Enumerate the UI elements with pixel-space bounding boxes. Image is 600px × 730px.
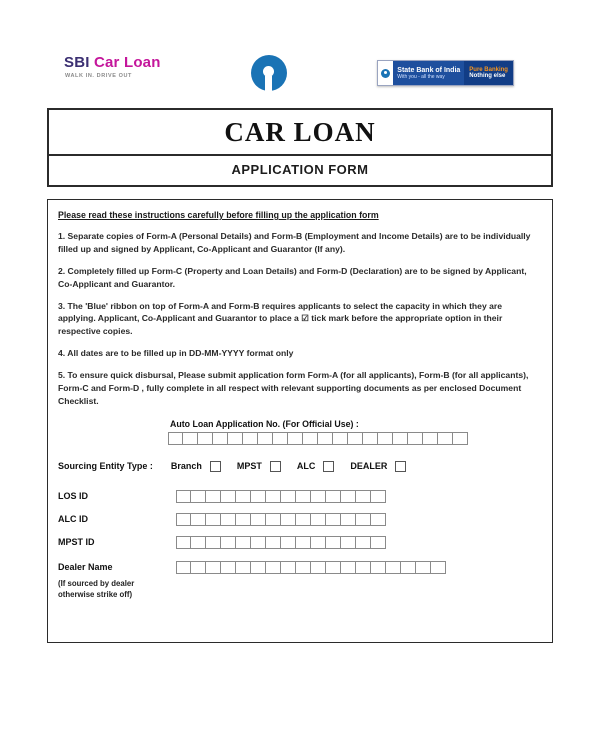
char-cell[interactable] xyxy=(318,432,333,445)
dealer-name-note xyxy=(58,578,188,601)
char-cell[interactable] xyxy=(371,536,386,549)
dealer-name-grid xyxy=(176,561,446,574)
char-cell[interactable] xyxy=(243,432,258,445)
char-cell[interactable] xyxy=(206,561,221,574)
sbi-car-loan-brand xyxy=(64,54,161,79)
char-cell[interactable] xyxy=(228,432,243,445)
char-cell[interactable] xyxy=(206,513,221,526)
banner-slogan-line1: Pure Banking xyxy=(469,67,508,73)
banner-logo-strip xyxy=(378,61,393,85)
char-cell[interactable] xyxy=(183,432,198,445)
banner-bank-block xyxy=(393,61,464,85)
sourcing-entity-row xyxy=(58,461,542,472)
mpst-id-label: MPST ID xyxy=(58,537,95,548)
char-cell[interactable] xyxy=(341,561,356,574)
char-cell[interactable] xyxy=(296,561,311,574)
char-cell[interactable] xyxy=(198,432,213,445)
char-cell[interactable] xyxy=(236,490,251,503)
char-cell[interactable] xyxy=(333,432,348,445)
char-cell[interactable] xyxy=(423,432,438,445)
char-cell[interactable] xyxy=(356,561,371,574)
brand-tagline: WALK IN. DRIVE OUT xyxy=(65,73,133,79)
char-cell[interactable] xyxy=(281,536,296,549)
char-cell[interactable] xyxy=(176,561,191,574)
char-cell[interactable] xyxy=(363,432,378,445)
char-cell[interactable] xyxy=(453,432,468,445)
banner-sbi-mini-icon xyxy=(381,69,390,78)
dealer-checkbox[interactable] xyxy=(395,461,406,472)
char-cell[interactable] xyxy=(213,432,228,445)
char-cell[interactable] xyxy=(221,561,236,574)
alc-id-row xyxy=(58,513,542,526)
char-cell[interactable] xyxy=(176,513,191,526)
sourcing-option-dealer xyxy=(350,461,406,472)
alc-id-label: ALC ID xyxy=(58,514,88,525)
char-cell[interactable] xyxy=(341,513,356,526)
char-cell[interactable] xyxy=(281,490,296,503)
char-cell[interactable] xyxy=(438,432,453,445)
char-cell[interactable] xyxy=(296,536,311,549)
char-cell[interactable] xyxy=(371,490,386,503)
sbi-logo-slit xyxy=(265,76,272,91)
branch-checkbox[interactable] xyxy=(210,461,221,472)
char-cell[interactable] xyxy=(371,561,386,574)
char-cell[interactable] xyxy=(356,513,371,526)
sourcing-entity-label: Sourcing Entity Type : xyxy=(58,461,153,472)
alc-option-label: ALC xyxy=(296,461,316,472)
branch-option-label: Branch xyxy=(170,461,202,472)
title-box xyxy=(47,108,553,187)
char-cell[interactable] xyxy=(296,513,311,526)
char-cell[interactable] xyxy=(236,561,251,574)
char-cell[interactable] xyxy=(393,432,408,445)
mpst-checkbox[interactable] xyxy=(270,461,281,472)
char-cell[interactable] xyxy=(251,490,266,503)
char-cell[interactable] xyxy=(311,536,326,549)
char-cell[interactable] xyxy=(266,490,281,503)
char-cell[interactable] xyxy=(206,490,221,503)
char-cell[interactable] xyxy=(341,536,356,549)
mpst-id-grid xyxy=(176,536,386,549)
char-cell[interactable] xyxy=(371,513,386,526)
dealer-name-row xyxy=(58,561,542,574)
char-cell[interactable] xyxy=(311,513,326,526)
char-cell[interactable] xyxy=(401,561,416,574)
char-cell[interactable] xyxy=(303,432,318,445)
char-cell[interactable] xyxy=(296,490,311,503)
banner-bank-name: State Bank of India xyxy=(397,66,461,74)
instruction-item-1: 1. Separate copies of Form-A (Personal Details) and Form-B (Employment and Income Details) are to be individually filled up and signed by Applicant, Co-Applicant and Guarantor (If any). xyxy=(58,231,531,254)
dealer-note-line2: otherwise strike off) xyxy=(58,590,133,600)
los-id-label: LOS ID xyxy=(58,491,89,502)
char-cell[interactable] xyxy=(176,490,191,503)
char-cell[interactable] xyxy=(311,490,326,503)
bank-banner xyxy=(377,60,514,86)
char-cell[interactable] xyxy=(221,490,236,503)
char-cell[interactable] xyxy=(221,513,236,526)
char-cell[interactable] xyxy=(386,561,401,574)
sbi-logo-icon xyxy=(251,55,287,91)
brand-title xyxy=(64,54,161,71)
banner-slogan-line2: Nothing else xyxy=(469,73,506,79)
char-cell[interactable] xyxy=(288,432,303,445)
char-cell[interactable] xyxy=(251,513,266,526)
char-cell[interactable] xyxy=(251,561,266,574)
brand-title-car-loan: Car Loan xyxy=(89,54,161,71)
char-cell[interactable] xyxy=(266,513,281,526)
char-cell[interactable] xyxy=(326,490,341,503)
char-cell[interactable] xyxy=(236,513,251,526)
dealer-note-line1: (If sourced by dealer xyxy=(58,578,135,588)
page-header xyxy=(0,0,600,91)
instruction-item-3: 3. The 'Blue' ribbon on top of Form-A and Form-B requires applicants to select the capacity in which they are applying. Applicant, Co-Applicant and Guarantor to place a ☑ tick mark before the appropriate option in their respective copies. xyxy=(58,300,503,337)
alc-checkbox[interactable] xyxy=(323,461,334,472)
char-cell[interactable] xyxy=(191,536,206,549)
dealer-name-label: Dealer Name xyxy=(58,562,113,573)
char-cell[interactable] xyxy=(191,561,206,574)
char-cell[interactable] xyxy=(251,536,266,549)
instructions-box xyxy=(47,199,553,643)
brand-title-sbi: SBI xyxy=(64,54,90,71)
char-cell[interactable] xyxy=(206,536,221,549)
char-cell[interactable] xyxy=(191,513,206,526)
char-cell[interactable] xyxy=(326,513,341,526)
banner-bank-tagline: With you - all the way xyxy=(397,73,445,80)
char-cell[interactable] xyxy=(281,513,296,526)
instruction-item-4: 4. All dates are to be filled up in DD-MM-YYYY format only xyxy=(58,348,294,359)
char-cell[interactable] xyxy=(378,432,393,445)
char-cell[interactable] xyxy=(221,536,236,549)
dealer-option-label: DEALER xyxy=(350,461,388,472)
char-cell[interactable] xyxy=(348,432,363,445)
char-cell[interactable] xyxy=(266,536,281,549)
char-cell[interactable] xyxy=(326,536,341,549)
char-cell[interactable] xyxy=(431,561,446,574)
sourcing-option-alc xyxy=(297,461,335,472)
los-id-grid xyxy=(176,490,386,503)
form-subtitle: APPLICATION FORM xyxy=(231,162,369,177)
instructions-heading: Please read these instructions carefully before filling up the application form xyxy=(58,210,379,220)
char-cell[interactable] xyxy=(168,432,183,445)
char-cell[interactable] xyxy=(176,536,191,549)
char-cell[interactable] xyxy=(326,561,341,574)
char-cell[interactable] xyxy=(273,432,288,445)
instruction-item-2: 2. Completely filled up Form-C (Property and Loan Details) and Form-D (Declaration) are to be signed by Applicant, Co-Applicant and Guarantor. xyxy=(58,265,527,289)
instruction-item-5: 5. To ensure quick disbursal, Please submit application form Form-A (for all applicants), Form-B (for all applicants), Form-C and Form-D , fully complete in all respect with relevant supporting documents as per enclosed Document Checklist. xyxy=(58,370,529,406)
char-cell[interactable] xyxy=(356,490,371,503)
app-no-grid xyxy=(168,432,542,445)
sourcing-option-mpst xyxy=(237,461,281,472)
char-cell[interactable] xyxy=(281,561,296,574)
los-id-row xyxy=(58,490,542,503)
char-cell[interactable] xyxy=(341,490,356,503)
char-cell[interactable] xyxy=(311,561,326,574)
alc-id-grid xyxy=(176,513,386,526)
char-cell[interactable] xyxy=(416,561,431,574)
char-cell[interactable] xyxy=(191,490,206,503)
banner-slogan-block xyxy=(464,61,513,85)
mpst-option-label: MPST xyxy=(236,461,262,472)
char-cell[interactable] xyxy=(258,432,273,445)
char-cell[interactable] xyxy=(356,536,371,549)
mpst-id-row xyxy=(58,536,542,549)
app-no-label: Auto Loan Application No. (For Official Use) : xyxy=(170,418,359,429)
char-cell[interactable] xyxy=(266,561,281,574)
char-cell[interactable] xyxy=(408,432,423,445)
sourcing-option-branch xyxy=(171,461,221,472)
form-title: CAR LOAN xyxy=(224,117,376,147)
char-cell[interactable] xyxy=(236,536,251,549)
